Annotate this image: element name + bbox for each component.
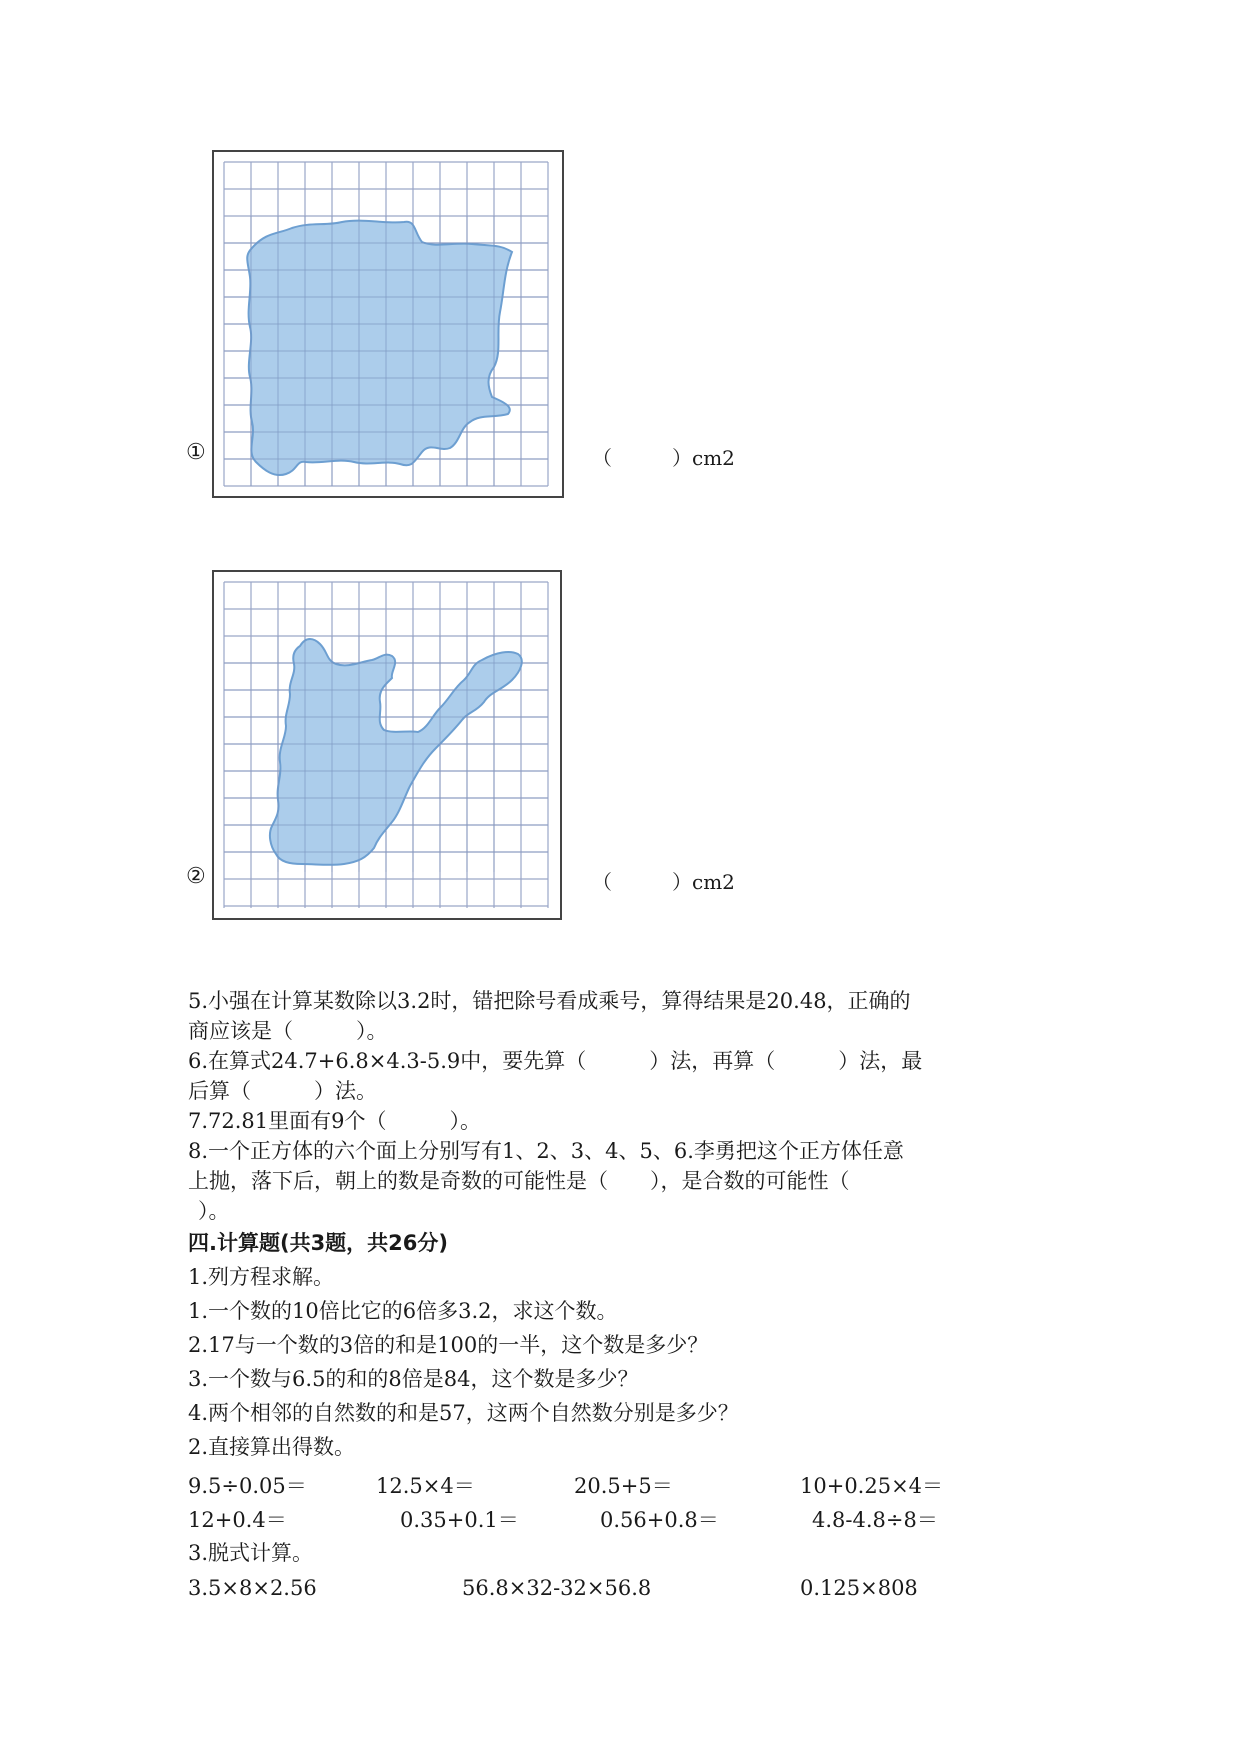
grid-figure-2 (212, 570, 562, 920)
part-3-title: 3.脱式计算。 (188, 1541, 314, 1565)
question-6-line-2: 后算（ ）法。 (188, 1079, 377, 1103)
figure-2-marker: ② (186, 864, 206, 889)
calc-row2-item4: 4.8-4.8÷8＝ (812, 1508, 938, 1532)
figure-1-answer-blank[interactable]: （ ）cm2 (592, 446, 735, 470)
question-5-line-1: 5.小强在计算某数除以3.2时，错把除号看成乘号，算得结果是20.48，正确的 (188, 989, 911, 1013)
expr-item1: 3.5×8×2.56 (188, 1576, 317, 1600)
calc-row1-item4: 10+0.25×4＝ (800, 1474, 944, 1498)
part-1-title: 1.列方程求解。 (188, 1265, 335, 1289)
expr-item3: 0.125×808 (800, 1576, 918, 1600)
part-1-item-2: 2.17与一个数的3倍的和是100的一半，这个数是多少？ (188, 1333, 709, 1357)
figure-2-answer-blank[interactable]: （ ）cm2 (592, 870, 735, 894)
section-4-title: 四.计算题(共3题，共26分) (188, 1231, 449, 1255)
part-1-item-3: 3.一个数与6.5的和的8倍是84，这个数是多少？ (188, 1367, 639, 1391)
expr-item2: 56.8×32-32×56.8 (462, 1576, 652, 1600)
calc-row1-item3: 20.5+5＝ (574, 1474, 673, 1498)
grid-figure-1-svg (214, 152, 562, 496)
grid-figure-2-svg (214, 572, 560, 918)
irregular-shape-1 (247, 221, 512, 475)
irregular-shape-2 (270, 639, 522, 865)
part-1-item-4: 4.两个相邻的自然数的和是57，这两个自然数分别是多少？ (188, 1401, 739, 1425)
calc-row1-item1: 9.5÷0.05＝ (188, 1474, 307, 1498)
question-8-line-2: 上抛，落下后，朝上的数是奇数的可能性是（ ），是合数的可能性（ (188, 1169, 850, 1193)
calc-row1-item2: 12.5×4＝ (376, 1474, 475, 1498)
calc-row2-item2: 0.35+0.1＝ (400, 1508, 519, 1532)
grid-figure-1 (212, 150, 564, 498)
figure-1-marker: ① (186, 440, 206, 465)
calc-row2-item1: 12+0.4＝ (188, 1508, 287, 1532)
question-7: 7.72.81里面有9个（ ）。 (188, 1109, 482, 1133)
part-1-item-1: 1.一个数的10倍比它的6倍多3.2，求这个数。 (188, 1299, 618, 1323)
part-2-title: 2.直接算出得数。 (188, 1435, 356, 1459)
question-8-line-1: 8.一个正方体的六个面上分别写有1、2、3、4、5、6.李勇把这个正方体任意 (188, 1139, 904, 1163)
calc-row2-item3: 0.56+0.8＝ (600, 1508, 719, 1532)
question-8-line-3: ）。 (198, 1199, 230, 1223)
question-6-line-1: 6.在算式24.7+6.8×4.3-5.9中，要先算（ ）法，再算（ ）法，最 (188, 1049, 923, 1073)
question-5-line-2: 商应该是（ ）。 (188, 1019, 388, 1043)
